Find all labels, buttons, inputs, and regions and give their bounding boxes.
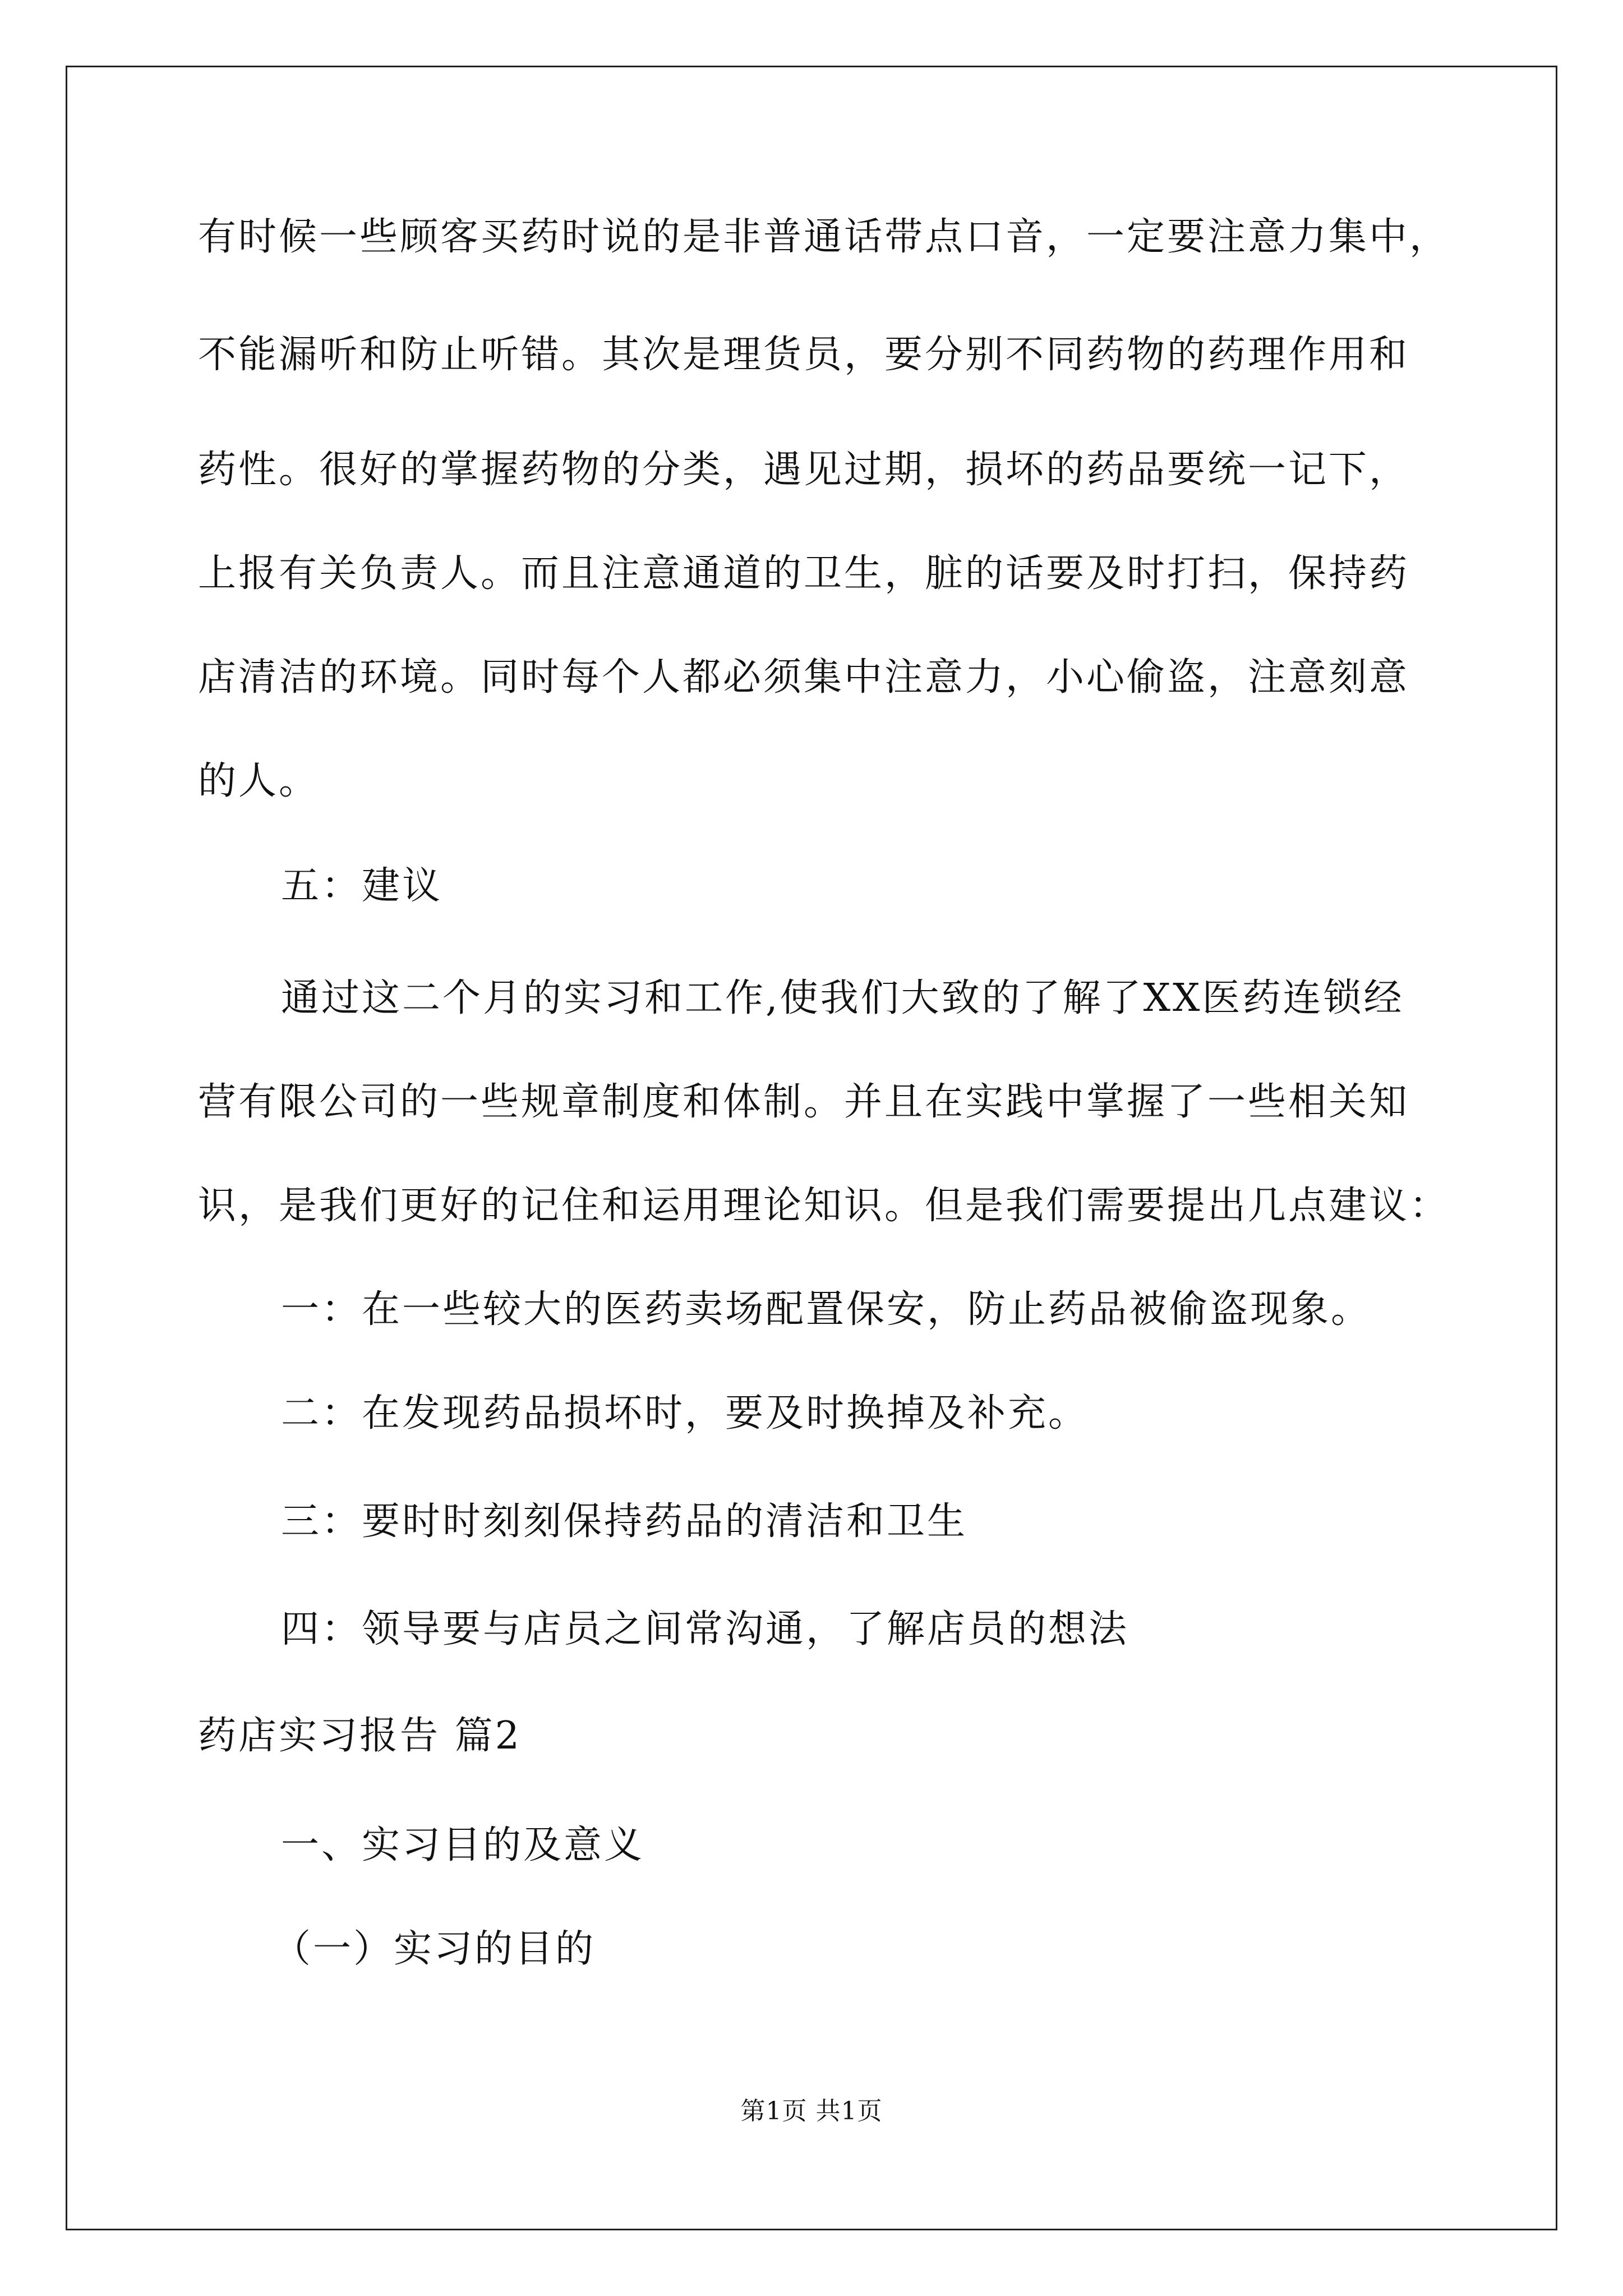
paragraph-line: 通过这二个月的实习和工作,使我们大致的了解了XX医药连锁经 [281,976,1404,1020]
paragraph-line: 有时候一些顾客买药时说的是非普通话带点口音，一定要注意力集中， [198,215,1450,259]
list-item: 四：领导要与店员之间常沟通，了解店员的想法 [281,1607,1129,1651]
paragraph-line: 营有限公司的一些规章制度和体制。并且在实践中掌握了一些相关知 [198,1080,1410,1124]
section-heading: 一、实习目的及意义 [281,1823,645,1867]
page-footer: 第1页 共1页 [740,2097,883,2125]
list-item: 三：要时时刻刻保持药品的清洁和卫生 [281,1499,968,1544]
list-item: 二：在发现药品损坏时，要及时换掉及补充。 [281,1391,1089,1435]
paragraph-line: 店清洁的环境。同时每个人都必须集中注意力，小心偷盗，注意刻意 [198,655,1410,700]
paragraph-line: 识，是我们更好的记住和运用理论知识。但是我们需要提出几点建议： [198,1184,1450,1228]
paragraph-line: 的人。 [198,759,320,803]
report-title: 药店实习报告 篇2 [198,1714,522,1758]
list-item: 一：在一些较大的医药卖场配置保安，防止药品被偷盗现象。 [281,1287,1372,1332]
subsection-heading: （一）实习的目的 [273,1927,596,1971]
paragraph-line: 上报有关负责人。而且注意通道的卫生，脏的话要及时打扫，保持药 [198,551,1410,596]
document-body [198,0,1450,2296]
paragraph-line: 药性。很好的掌握药物的分类，遇见过期，损坏的药品要统一记下， [198,448,1410,492]
section-heading: 五：建议 [281,864,443,908]
paragraph-line: 不能漏听和防止听错。其次是理货员，要分别不同药物的药理作用和 [198,333,1410,377]
